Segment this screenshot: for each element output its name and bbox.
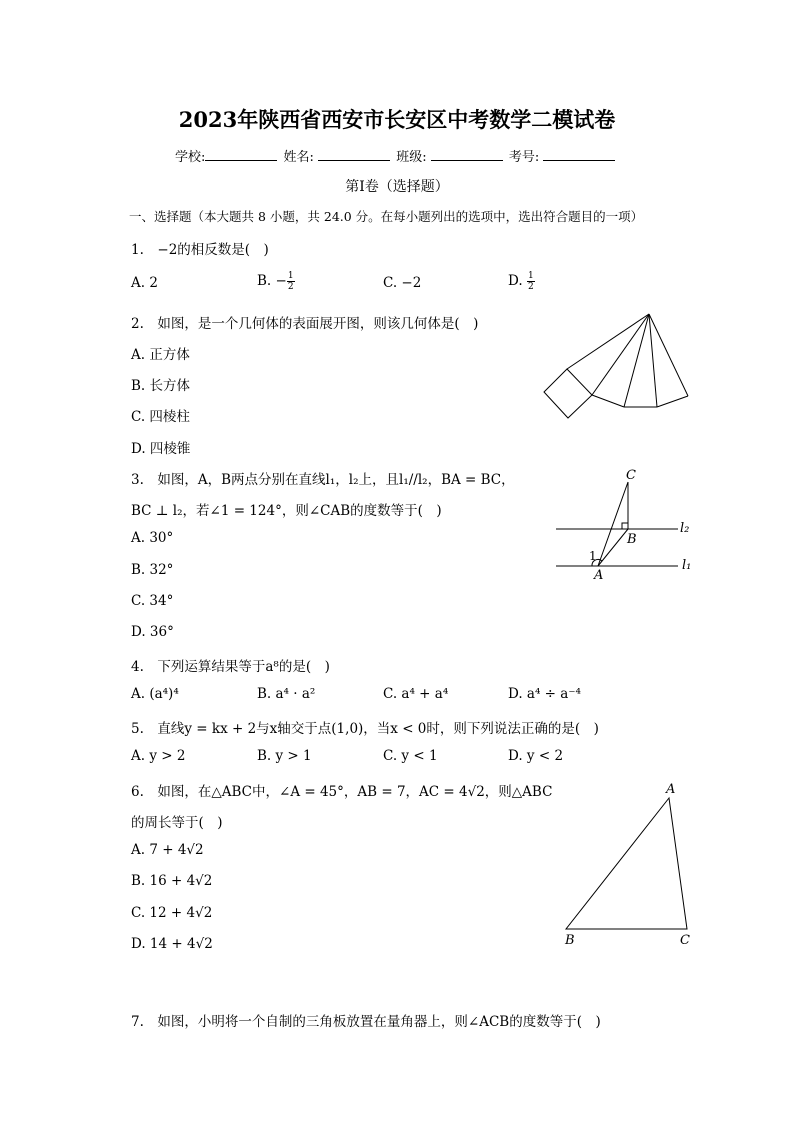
q3-option-d[interactable]: D. 36° [131,624,174,640]
q2-option-b[interactable]: B. 长方体 [131,378,191,394]
q6-option-b[interactable]: B. 16 + 4√2 [131,873,213,889]
q1-stem: 1. −2的相反数是( ) [131,242,269,258]
q4-option-c[interactable]: C. a⁴ + a⁴ [383,686,449,702]
q6-option-a[interactable]: A. 7 + 4√2 [131,842,204,858]
q2-option-a[interactable]: A. 正方体 [131,347,190,363]
q1-option-d-fraction: $\frac{1}{2}$ [527,271,534,292]
name-label: 姓名: [283,150,314,165]
q3-line1: 3. 如图，A，B两点分别在直线l₁，l₂上，且l₁//l₂，BA = BC， [131,472,515,488]
q6-line1: 6. 如图，在△ABC中，∠A = 45°，AB = 7，AC = 4√2，则△ABC [131,784,553,800]
q6-option-c[interactable]: C. 12 + 4√2 [131,905,213,921]
q3-label-a: A [594,568,604,583]
page-title: 2023年陕西省西安市长安区中考数学二模试卷 [178,107,616,132]
class-label: 班级: [396,150,427,165]
section-heading: 一、选择题（本大题共 8 小题，共 24.0 分。在每小题列出的选项中，选出符合题目的一项） [129,209,644,224]
q5-option-a[interactable]: A. y > 2 [131,748,186,764]
exam-no-label: 考号: [508,150,540,165]
q2-stem: 2. 如图，是一个几何体的表面展开图，则该几何体是( ) [131,316,479,332]
q6-label-c: C [680,933,690,948]
q6-line2: 的周长等于( ) [131,815,223,831]
q5-option-c[interactable]: C. y < 1 [383,748,438,764]
q4-stem: 4. 下列运算结果等于a⁸的是( ) [131,659,330,675]
q6-label-a: A [666,782,676,797]
q4-option-a[interactable]: A. (a⁴)⁴ [131,686,179,702]
q5-option-b[interactable]: B. y > 1 [257,748,312,764]
section-subtitle: 第Ⅰ卷（选择题） [345,179,449,195]
q7-stem: 7. 如图，小明将一个自制的三角板放置在量角器上，则∠ACB的度数等于( ) [131,1014,601,1030]
q3-label-c: C [626,468,636,483]
q2-option-c[interactable]: C. 四棱柱 [131,409,190,425]
q3-label-l2: l₂ [680,521,690,536]
q4-option-d[interactable]: D. a⁴ ÷ a⁻⁴ [508,686,581,702]
q3-option-b[interactable]: B. 32° [131,562,174,578]
q6-label-b: B [565,933,575,948]
q5-stem: 5. 直线y = kx + 2与x轴交于点(1,0)，当x < 0时，则下列说法正确的是( ) [131,721,599,737]
q1-option-b-fraction: $\frac{1}{2}$ [287,271,294,292]
q6-triangle-abc [566,798,687,929]
q3-label-b: B [627,532,637,547]
q1-option-a[interactable]: A. 2 [131,275,158,291]
q3-label-l1: l₁ [682,558,692,573]
q3-option-a[interactable]: A. 30° [131,530,174,546]
q3-label-angle-1: 1 [589,549,597,563]
q3-line2: BC ⊥ l₂，若∠1 = 124°，则∠CAB的度数等于( ) [131,503,442,519]
q1-option-c[interactable]: C. −2 [383,275,422,291]
q2-option-d[interactable]: D. 四棱锥 [131,441,191,457]
q5-option-d[interactable]: D. y < 2 [508,748,564,764]
q6-option-d[interactable]: D. 14 + 4√2 [131,936,213,952]
q4-option-b[interactable]: B. a⁴ · a² [257,686,316,702]
q3-option-c[interactable]: C. 34° [131,593,174,609]
q1-option-b-prefix: B. − [257,273,287,289]
q1-option-d-prefix: D. [508,273,527,289]
school-label: 学校: [175,150,206,165]
